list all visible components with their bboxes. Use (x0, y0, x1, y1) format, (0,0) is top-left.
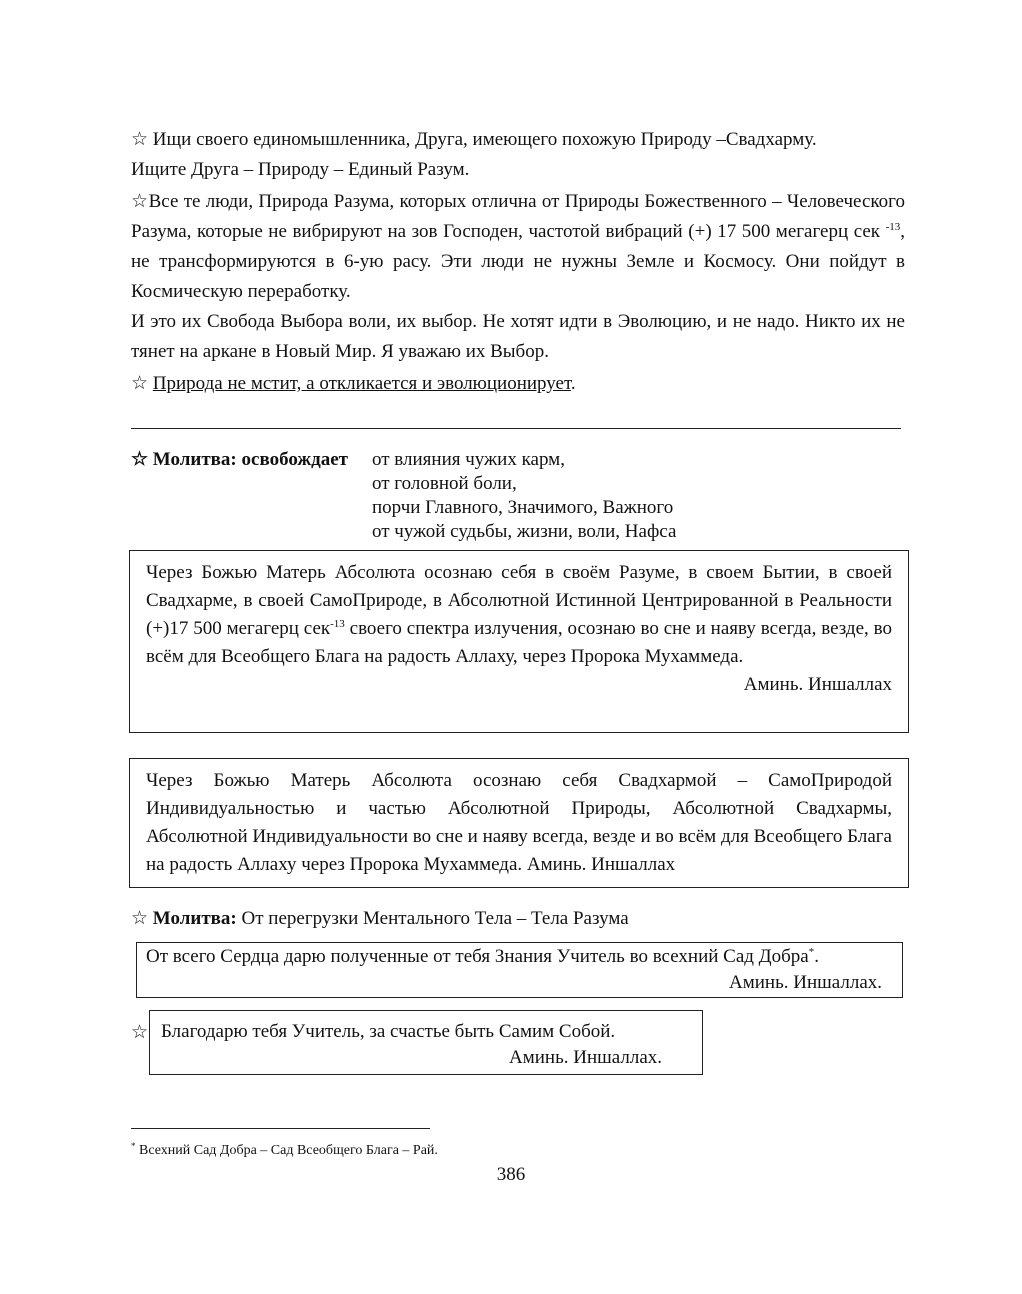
prayer-2-heading (131, 905, 831, 933)
prayer-1-line: порчи Главного, Значимого, Важного (372, 497, 674, 518)
intro-paragraph-4: ☆ Природа не мстит, а откликается и эволюционирует. (131, 373, 576, 394)
star-icon: ☆ (131, 129, 149, 150)
prayer-box-4-text: Благодарю тебя Учитель, за счастье быть Самим Собой. (161, 1021, 616, 1042)
prayer-1-line: от чужой судьбы, жизни, воли, Нафса (372, 521, 677, 542)
prayer-1-title: Молитва: освобождает (148, 449, 349, 470)
prayer-box-1 (129, 550, 909, 733)
prayer-box-2 (129, 758, 909, 888)
prayer-box-1-text: Через Божью Матерь Абсолюта осознаю себя в своём Разуме, в своем Бытии, в своей Свадхарме, в своей СамоПрироде, в Абсолютной Истинной Центрированной в Реальности (+)17 500 мегагерц сек$^{-13}$ своего спектра излучения, осознаю во сне и наяву всегда, везде, во всём для Всеобщего Блага на радость Аллаху, через Пророка Мухаммеда. (146, 562, 892, 667)
footnote-divider (131, 1128, 430, 1129)
star-icon: ☆ (131, 373, 149, 394)
prayer-box-3-text: От всего Сердца дарю полученные от тебя Знания Учитель во всехний Сад Добра*. (146, 946, 819, 967)
prayer-box-3-closing: Аминь. Иншаллах. (728, 972, 882, 993)
prayer-1-line: от головной боли, (372, 473, 517, 494)
prayer-1-line: от влияния чужих карм, (372, 449, 565, 470)
footnote-marker: * (808, 946, 815, 958)
intro-paragraph-3: И это их Свобода Выбора воли, их выбор. Не хотят идти в Эволюцию, и не надо. Никто их не тянет на аркане в Новый Мир. Я уважаю их Выбор. (131, 311, 905, 362)
prayer-box-4 (149, 1010, 703, 1075)
prayer-box-4-closing: Аминь. Иншаллах. (508, 1047, 662, 1068)
star-icon: ☆ (131, 1022, 149, 1043)
section-divider (131, 428, 901, 429)
prayer-2-subtitle: От перегрузки Ментального Тела – Тела Разума (236, 908, 629, 929)
star-icon: ☆ (131, 449, 149, 470)
page-number: 386 (496, 1164, 526, 1185)
intro-line-1: ☆ Ищи своего единомышленника, Друга, имеющего похожую Природу –Свадхарму. (131, 129, 817, 150)
footnote: * Всехний Сад Добра – Сад Всеобщего Блага – Рай. (131, 1141, 438, 1158)
intro-section (131, 125, 905, 399)
prayer-box-1-closing: Аминь. Иншаллах (743, 674, 892, 695)
prayer-2-title: Молитва: (148, 908, 237, 929)
star-icon: ☆ (131, 908, 149, 929)
intro-line-2: Ищите Друга – Природу – Единый Разум. (131, 159, 470, 180)
prayer-box-3 (136, 942, 903, 998)
star-icon: ☆ (131, 191, 149, 212)
prayer-1-heading (131, 448, 831, 544)
intro-paragraph-2: ☆Все те люди, Природа Разума, которых отлична от Природы Божественного – Человеческого Разума, которые не вибрируют на зов Господен, частотой вибраций (+) 17 500 мегагерц сек $^{-13}$, не трансформируются в 6-ую расу. Эти люди не нужны Земле и Космосу. Они пойдут в Космическую переработку. (131, 191, 906, 302)
prayer-box-2-text: Через Божью Матерь Абсолюта осознаю себя Свадхармой – СамоПриродой Индивидуальностью и частью Абсолютной Природы, Абсолютной Свадхармы, Абсолютной Индивидуальности во сне и наяву всегда, везде и во всём для Всеобщего Блага на радость Аллаху через Пророка Мухаммеда. Аминь. Иншаллах (146, 770, 892, 875)
